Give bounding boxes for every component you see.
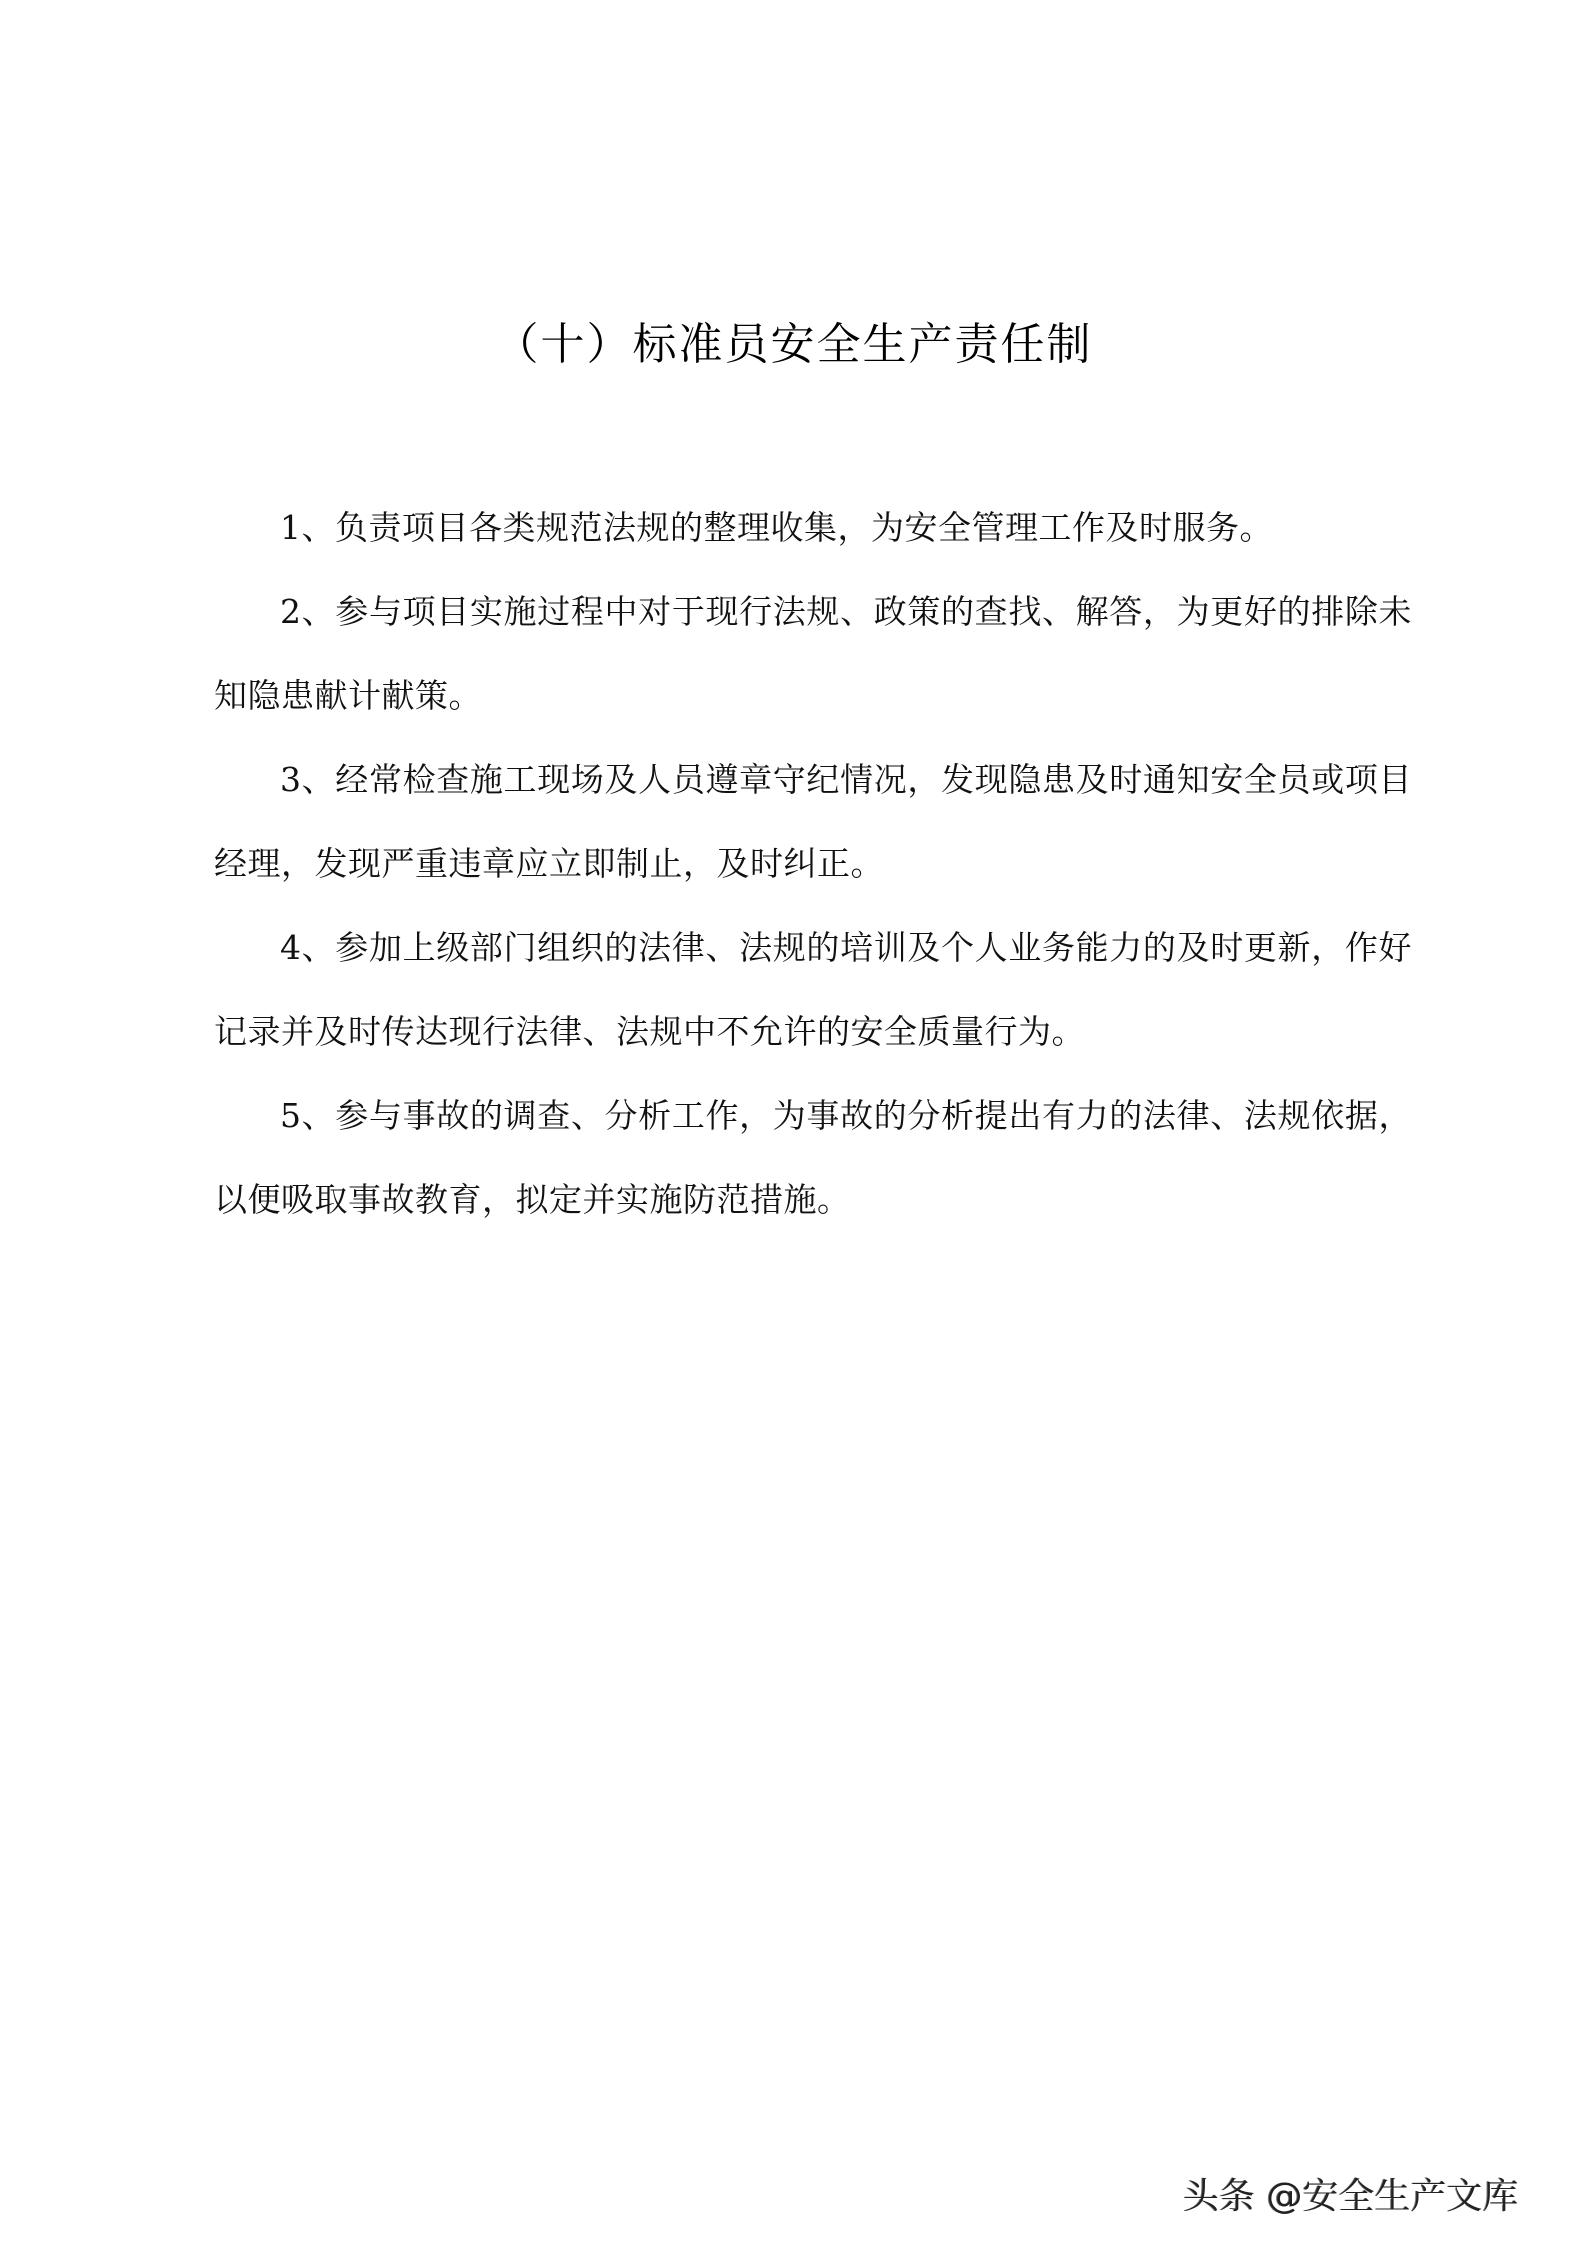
- document-body: [214, 486, 1412, 1242]
- paragraph-4: 4、参加上级部门组织的法律、法规的培训及个人业务能力的及时更新，作好记录并及时传达现行法律、法规中不允许的安全质量行为。: [214, 928, 1412, 1051]
- document-title: （十）标准员安全生产责任制: [494, 319, 1093, 370]
- paragraph-1: 1、负责项目各类规范法规的整理收集，为安全管理工作及时服务。: [280, 508, 1273, 547]
- paragraph-3: 3、经常检查施工现场及人员遵章守纪情况，发现隐患及时通知安全员或项目经理，发现严重违章应立即制止，及时纠正。: [214, 760, 1412, 883]
- paragraph-2: 2、参与项目实施过程中对于现行法规、政策的查找、解答，为更好的排除未知隐患献计献策。: [214, 592, 1412, 715]
- paragraph-5: 5、参与事故的调查、分析工作，为事故的分析提出有力的法律、法规依据，以便吸取事故教育，拟定并实施防范措施。: [214, 1096, 1412, 1219]
- source-watermark: 头条 @安全生产文库: [1183, 2176, 1519, 2217]
